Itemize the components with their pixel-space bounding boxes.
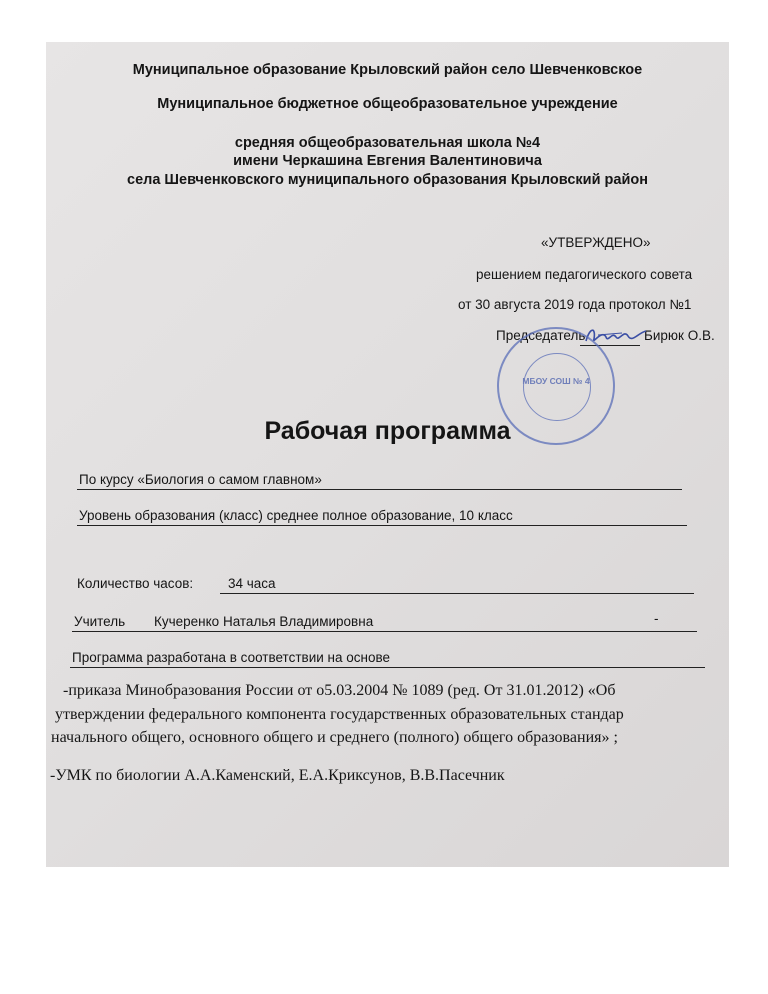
teacher-dash: - — [654, 611, 659, 626]
basis-underline — [70, 667, 705, 668]
order-line-1: -приказа Минобразования России от о5.03.2004 № 1089 (ред. От 31.01.2012) «Об — [63, 682, 616, 699]
approval-protocol: от 30 августа 2019 года протокол №1 — [458, 297, 692, 312]
stamp-inner-ring — [523, 353, 591, 421]
order-line-3: начального общего, основного общего и среднего (полного) общего образования» ; — [51, 729, 618, 746]
order-line-2: утверждении федерального компонента государственных образовательных стандар — [55, 706, 624, 723]
course-underline — [77, 489, 682, 490]
header-institution: Муниципальное бюджетное общеобразовательное учреждение — [157, 96, 618, 112]
teacher-label: Учитель — [74, 614, 126, 629]
hours-value: 34 часа — [228, 576, 276, 591]
header-school: средняя общеобразовательная школа №4 — [234, 135, 541, 151]
umk-line: -УМК по биологии А.А.Каменский, Е.А.Криксунов, В.В.Пасечник — [50, 767, 505, 784]
basis-label: Программа разработана в соответствии на основе — [72, 650, 390, 665]
hours-underline — [220, 593, 694, 594]
document-photo — [46, 42, 729, 867]
header-school-name: имени Черкашина Евгения Валентиновича — [233, 153, 542, 169]
teacher-value: Кучеренко Наталья Владимировна — [154, 614, 374, 629]
teacher-underline — [72, 631, 697, 632]
chair-name: Бирюк О.В. — [644, 328, 715, 343]
chair-label: Председатель — [496, 328, 586, 343]
header-municipality: Муниципальное образование Крыловский район село Шевченковское — [132, 62, 643, 78]
level-underline — [77, 525, 687, 526]
stamp-text: МБОУ СОШ № 4 — [522, 376, 590, 386]
header-location: села Шевченковского муниципального образования Крыловский район — [127, 172, 648, 188]
hours-label: Количество часов: — [77, 576, 194, 591]
document-title: Рабочая программа — [264, 417, 511, 445]
course-field: По курсу «Биология о самом главном» — [79, 472, 322, 487]
approval-decision: решением педагогического совета — [476, 267, 693, 282]
approved-label: «УТВЕРЖДЕНО» — [541, 235, 651, 250]
level-field: Уровень образования (класс) среднее полное образование, 10 класс — [79, 508, 513, 523]
